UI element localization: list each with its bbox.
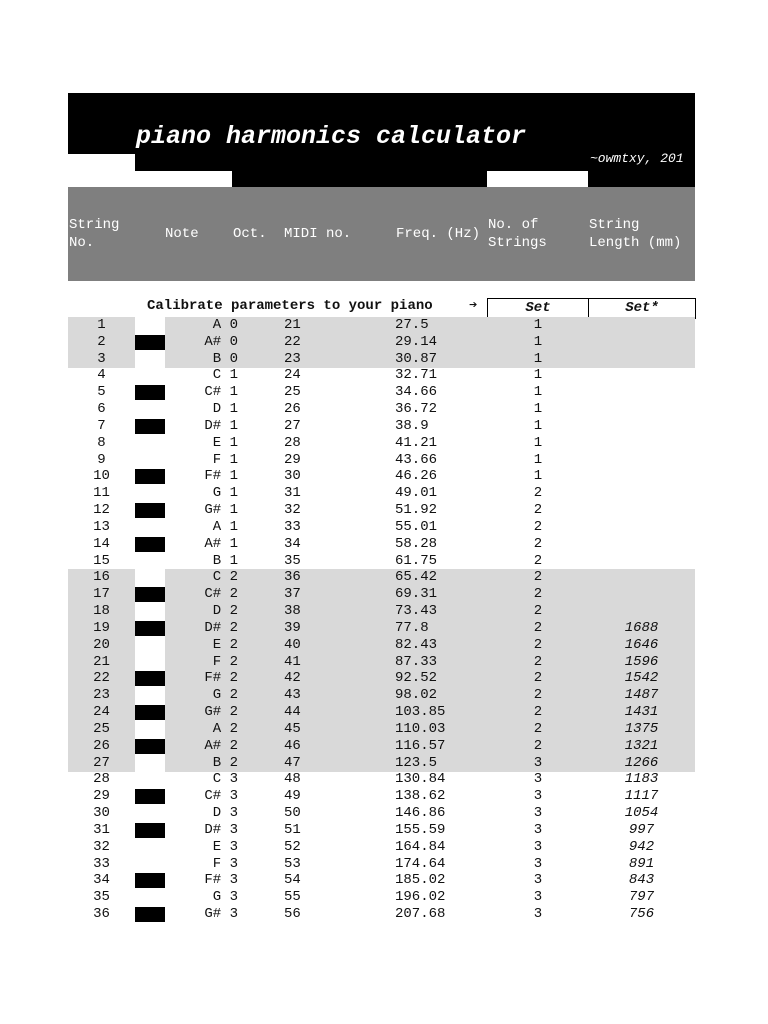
num-strings: 3 <box>533 754 543 771</box>
frequency: 87.33 <box>395 653 438 670</box>
frequency: 73.43 <box>395 603 438 620</box>
string-number: 17 <box>93 586 110 603</box>
midi-number: 47 <box>284 754 301 771</box>
note-name: F# 1 <box>204 468 238 485</box>
table-row <box>68 805 695 822</box>
frequency: 123.5 <box>395 754 438 771</box>
num-strings: 1 <box>533 367 543 384</box>
table-row <box>68 519 695 536</box>
note-name: G 1 <box>212 485 238 502</box>
header-num-strings: No. of Strings <box>488 217 547 251</box>
note-name: F# 2 <box>204 670 238 687</box>
table-row <box>68 687 695 704</box>
note-name: G 3 <box>212 889 238 906</box>
table-row <box>68 889 695 906</box>
midi-number: 45 <box>284 720 301 737</box>
note-name: G# 2 <box>204 704 238 721</box>
midi-number: 21 <box>284 317 301 333</box>
string-length: 797 <box>628 889 655 906</box>
table-row <box>68 468 695 485</box>
table-row <box>68 603 695 620</box>
frequency: 65.42 <box>395 569 438 586</box>
string-number: 24 <box>93 704 110 721</box>
frequency: 185.02 <box>395 872 446 889</box>
num-strings: 3 <box>533 821 543 838</box>
num-strings: 2 <box>533 485 543 502</box>
black-key-marker <box>135 621 165 636</box>
table-row <box>68 502 695 519</box>
table-row <box>68 435 695 452</box>
set-length-button[interactable]: Set* <box>588 298 696 319</box>
string-length: 1266 <box>624 754 659 771</box>
num-strings: 2 <box>533 704 543 721</box>
string-number: 12 <box>93 502 110 519</box>
num-strings: 2 <box>533 687 543 704</box>
frequency: 146.86 <box>395 805 446 822</box>
frequency: 130.84 <box>395 771 446 788</box>
frequency: 43.66 <box>395 451 438 468</box>
table-row <box>68 620 695 637</box>
note-name: B 2 <box>212 754 238 771</box>
midi-number: 31 <box>284 485 301 502</box>
string-length: 1596 <box>624 653 659 670</box>
table-row <box>68 569 695 586</box>
midi-number: 36 <box>284 569 301 586</box>
frequency: 34.66 <box>395 384 438 401</box>
num-strings: 1 <box>533 333 543 350</box>
note-name: C 3 <box>212 771 238 788</box>
num-strings: 3 <box>533 855 543 872</box>
frequency: 110.03 <box>395 720 446 737</box>
header-note: Note <box>165 226 199 242</box>
table-row <box>68 839 695 856</box>
table-row <box>68 755 695 772</box>
black-key-marker <box>135 537 165 552</box>
row-shade <box>165 317 695 334</box>
frequency: 49.01 <box>395 485 438 502</box>
num-strings: 1 <box>533 384 543 401</box>
string-number: 26 <box>93 737 110 754</box>
note-name: D# 2 <box>204 619 238 636</box>
table-row <box>68 822 695 839</box>
string-number: 15 <box>93 552 110 569</box>
string-number: 3 <box>97 350 106 367</box>
frequency: 92.52 <box>395 670 438 687</box>
string-length: 1487 <box>624 687 659 704</box>
num-strings: 3 <box>533 805 543 822</box>
num-strings: 1 <box>533 417 543 434</box>
string-length: 1117 <box>624 788 659 805</box>
num-strings: 1 <box>533 350 543 367</box>
set-strings-button[interactable]: Set <box>487 298 589 319</box>
table-row <box>68 334 695 351</box>
midi-number: 38 <box>284 603 301 620</box>
midi-number: 29 <box>284 451 301 468</box>
string-length: 1321 <box>624 737 659 754</box>
num-strings: 2 <box>533 586 543 603</box>
num-strings: 2 <box>533 653 543 670</box>
black-key-marker <box>135 671 165 686</box>
string-length: 997 <box>628 821 655 838</box>
string-number: 28 <box>93 771 110 788</box>
frequency: 98.02 <box>395 687 438 704</box>
string-length: 1542 <box>624 670 659 687</box>
note-name: B 0 <box>212 350 238 367</box>
string-length: 891 <box>628 855 655 872</box>
num-strings: 2 <box>533 720 543 737</box>
black-key-marker <box>135 469 165 484</box>
note-name: F 2 <box>212 653 238 670</box>
string-number: 2 <box>97 333 106 350</box>
string-length: 1375 <box>624 720 659 737</box>
num-strings: 2 <box>533 518 543 535</box>
frequency: 55.01 <box>395 518 438 535</box>
string-number: 27 <box>93 754 110 771</box>
num-strings: 1 <box>533 451 543 468</box>
midi-number: 27 <box>284 417 301 434</box>
table-row <box>68 317 695 334</box>
black-key-marker <box>135 907 165 922</box>
midi-number: 35 <box>284 552 301 569</box>
note-name: D 2 <box>212 603 238 620</box>
note-name: G# 3 <box>204 906 238 923</box>
midi-number: 56 <box>284 906 301 923</box>
frequency: 103.85 <box>395 704 446 721</box>
midi-number: 23 <box>284 350 301 367</box>
midi-number: 49 <box>284 788 301 805</box>
note-name: B 1 <box>212 552 238 569</box>
note-name: D 1 <box>212 401 238 418</box>
midi-number: 25 <box>284 384 301 401</box>
frequency: 207.68 <box>395 906 446 923</box>
num-strings: 2 <box>533 535 543 552</box>
string-number: 1 <box>97 317 106 333</box>
black-key-marker <box>135 587 165 602</box>
note-name: E 1 <box>212 434 238 451</box>
string-number: 22 <box>93 670 110 687</box>
black-key-marker <box>135 385 165 400</box>
table-row <box>68 452 695 469</box>
midi-number: 24 <box>284 367 301 384</box>
table-row <box>68 586 695 603</box>
frequency: 27.5 <box>395 317 429 333</box>
note-name: A 1 <box>212 518 238 535</box>
table-row <box>68 536 695 553</box>
midi-number: 55 <box>284 889 301 906</box>
num-strings: 2 <box>533 636 543 653</box>
midi-number: 43 <box>284 687 301 704</box>
string-length: 1183 <box>624 771 659 788</box>
header-midi: MIDI no. <box>284 226 352 242</box>
note-name: F# 3 <box>204 872 238 889</box>
frequency: 196.02 <box>395 889 446 906</box>
frequency: 77.8 <box>395 619 429 636</box>
num-strings: 1 <box>533 468 543 485</box>
frequency: 155.59 <box>395 821 446 838</box>
string-number: 25 <box>93 720 110 737</box>
midi-number: 33 <box>284 518 301 535</box>
frequency: 164.84 <box>395 838 446 855</box>
num-strings: 2 <box>533 569 543 586</box>
midi-number: 34 <box>284 535 301 552</box>
table-row <box>68 771 695 788</box>
string-number: 31 <box>93 821 110 838</box>
note-name: A# 1 <box>204 535 238 552</box>
table-row <box>68 485 695 502</box>
string-length: 756 <box>628 906 655 923</box>
frequency: 29.14 <box>395 333 438 350</box>
string-number: 33 <box>93 855 110 872</box>
num-strings: 3 <box>533 771 543 788</box>
black-key-marker <box>135 739 165 754</box>
black-key-marker <box>135 873 165 888</box>
arrow-right-icon: ➔ <box>469 298 478 314</box>
string-length: 1688 <box>624 619 659 636</box>
frequency: 36.72 <box>395 401 438 418</box>
string-length: 843 <box>628 872 655 889</box>
frequency: 82.43 <box>395 636 438 653</box>
black-key-marker <box>135 789 165 804</box>
string-length: 1646 <box>624 636 659 653</box>
string-number: 21 <box>93 653 110 670</box>
frequency: 69.31 <box>395 586 438 603</box>
note-name: G 2 <box>212 687 238 704</box>
midi-number: 46 <box>284 737 301 754</box>
num-strings: 2 <box>533 670 543 687</box>
string-number: 29 <box>93 788 110 805</box>
header-string-no: String No. <box>69 217 120 251</box>
midi-number: 30 <box>284 468 301 485</box>
header-freq: Freq. (Hz) <box>396 226 481 242</box>
midi-number: 40 <box>284 636 301 653</box>
string-number: 36 <box>93 906 110 923</box>
string-number: 35 <box>93 889 110 906</box>
midi-number: 50 <box>284 805 301 822</box>
table-row <box>68 637 695 654</box>
frequency: 38.9 <box>395 417 429 434</box>
string-length: 942 <box>628 838 655 855</box>
black-key-marker <box>135 705 165 720</box>
author-credit: ~owmtxy, 201 <box>590 151 684 166</box>
string-number: 23 <box>93 687 110 704</box>
note-name: D# 1 <box>204 417 238 434</box>
midi-number: 32 <box>284 502 301 519</box>
page-title: piano harmonics calculator <box>136 122 527 151</box>
midi-number: 53 <box>284 855 301 872</box>
frequency: 61.75 <box>395 552 438 569</box>
table-row <box>68 704 695 721</box>
midi-number: 51 <box>284 821 301 838</box>
note-name: C# 3 <box>204 788 238 805</box>
num-strings: 3 <box>533 838 543 855</box>
table-row <box>68 367 695 384</box>
midi-number: 42 <box>284 670 301 687</box>
table-row <box>68 401 695 418</box>
note-name: A# 0 <box>204 333 238 350</box>
midi-number: 37 <box>284 586 301 603</box>
string-number: 7 <box>97 417 106 434</box>
num-strings: 2 <box>533 603 543 620</box>
note-name: D# 3 <box>204 821 238 838</box>
header-oct: Oct. <box>233 226 267 242</box>
frequency: 58.28 <box>395 535 438 552</box>
string-number: 14 <box>93 535 110 552</box>
frequency: 51.92 <box>395 502 438 519</box>
table-row <box>68 654 695 671</box>
num-strings: 2 <box>533 737 543 754</box>
num-strings: 3 <box>533 788 543 805</box>
title-banner-block-a <box>232 171 487 187</box>
string-number: 10 <box>93 468 110 485</box>
black-key-marker <box>135 823 165 838</box>
midi-number: 54 <box>284 872 301 889</box>
num-strings: 3 <box>533 889 543 906</box>
string-number: 4 <box>97 367 106 384</box>
note-name: G# 1 <box>204 502 238 519</box>
black-key-marker <box>135 503 165 518</box>
string-number: 34 <box>93 872 110 889</box>
midi-number: 52 <box>284 838 301 855</box>
midi-number: 22 <box>284 333 301 350</box>
table-row <box>68 670 695 687</box>
string-number: 20 <box>93 636 110 653</box>
num-strings: 1 <box>533 317 543 333</box>
table-row <box>68 856 695 873</box>
table-row <box>68 418 695 435</box>
calibrate-label: Calibrate parameters to your piano <box>147 298 433 314</box>
column-header-band <box>68 187 695 281</box>
table-row <box>68 872 695 889</box>
table-row <box>68 384 695 401</box>
string-number: 19 <box>93 619 110 636</box>
midi-number: 28 <box>284 434 301 451</box>
string-number: 9 <box>97 451 106 468</box>
frequency: 116.57 <box>395 737 446 754</box>
note-name: C 2 <box>212 569 238 586</box>
note-name: F 1 <box>212 451 238 468</box>
note-name: C 1 <box>212 367 238 384</box>
string-number: 6 <box>97 401 106 418</box>
black-key-marker <box>135 335 165 350</box>
table-row <box>68 738 695 755</box>
table-row <box>68 351 695 368</box>
note-name: E 2 <box>212 636 238 653</box>
num-strings: 3 <box>533 872 543 889</box>
midi-number: 48 <box>284 771 301 788</box>
note-name: A# 2 <box>204 737 238 754</box>
string-number: 30 <box>93 805 110 822</box>
midi-number: 41 <box>284 653 301 670</box>
note-name: E 3 <box>212 838 238 855</box>
num-strings: 1 <box>533 434 543 451</box>
string-number: 8 <box>97 434 106 451</box>
midi-number: 39 <box>284 619 301 636</box>
string-number: 18 <box>93 603 110 620</box>
num-strings: 1 <box>533 401 543 418</box>
num-strings: 2 <box>533 502 543 519</box>
string-number: 13 <box>93 518 110 535</box>
black-key-marker <box>135 419 165 434</box>
note-name: A 0 <box>212 317 238 333</box>
string-length: 1431 <box>624 704 659 721</box>
frequency: 30.87 <box>395 350 438 367</box>
table-row <box>68 906 695 923</box>
num-strings: 2 <box>533 552 543 569</box>
note-name: F 3 <box>212 855 238 872</box>
string-number: 16 <box>93 569 110 586</box>
note-name: C# 1 <box>204 384 238 401</box>
frequency: 32.71 <box>395 367 438 384</box>
table-row <box>68 721 695 738</box>
header-string-length: String Length (mm) <box>589 217 682 251</box>
frequency: 138.62 <box>395 788 446 805</box>
string-number: 11 <box>93 485 110 502</box>
string-length: 1054 <box>624 805 659 822</box>
table-row <box>68 553 695 570</box>
table-row <box>68 788 695 805</box>
num-strings: 3 <box>533 906 543 923</box>
string-number: 5 <box>97 384 106 401</box>
note-name: C# 2 <box>204 586 238 603</box>
frequency: 174.64 <box>395 855 446 872</box>
title-banner-block-b <box>588 171 695 187</box>
note-name: A 2 <box>212 720 238 737</box>
midi-number: 44 <box>284 704 301 721</box>
string-number: 32 <box>93 838 110 855</box>
frequency: 41.21 <box>395 434 438 451</box>
note-name: D 3 <box>212 805 238 822</box>
midi-number: 26 <box>284 401 301 418</box>
frequency: 46.26 <box>395 468 438 485</box>
num-strings: 2 <box>533 619 543 636</box>
